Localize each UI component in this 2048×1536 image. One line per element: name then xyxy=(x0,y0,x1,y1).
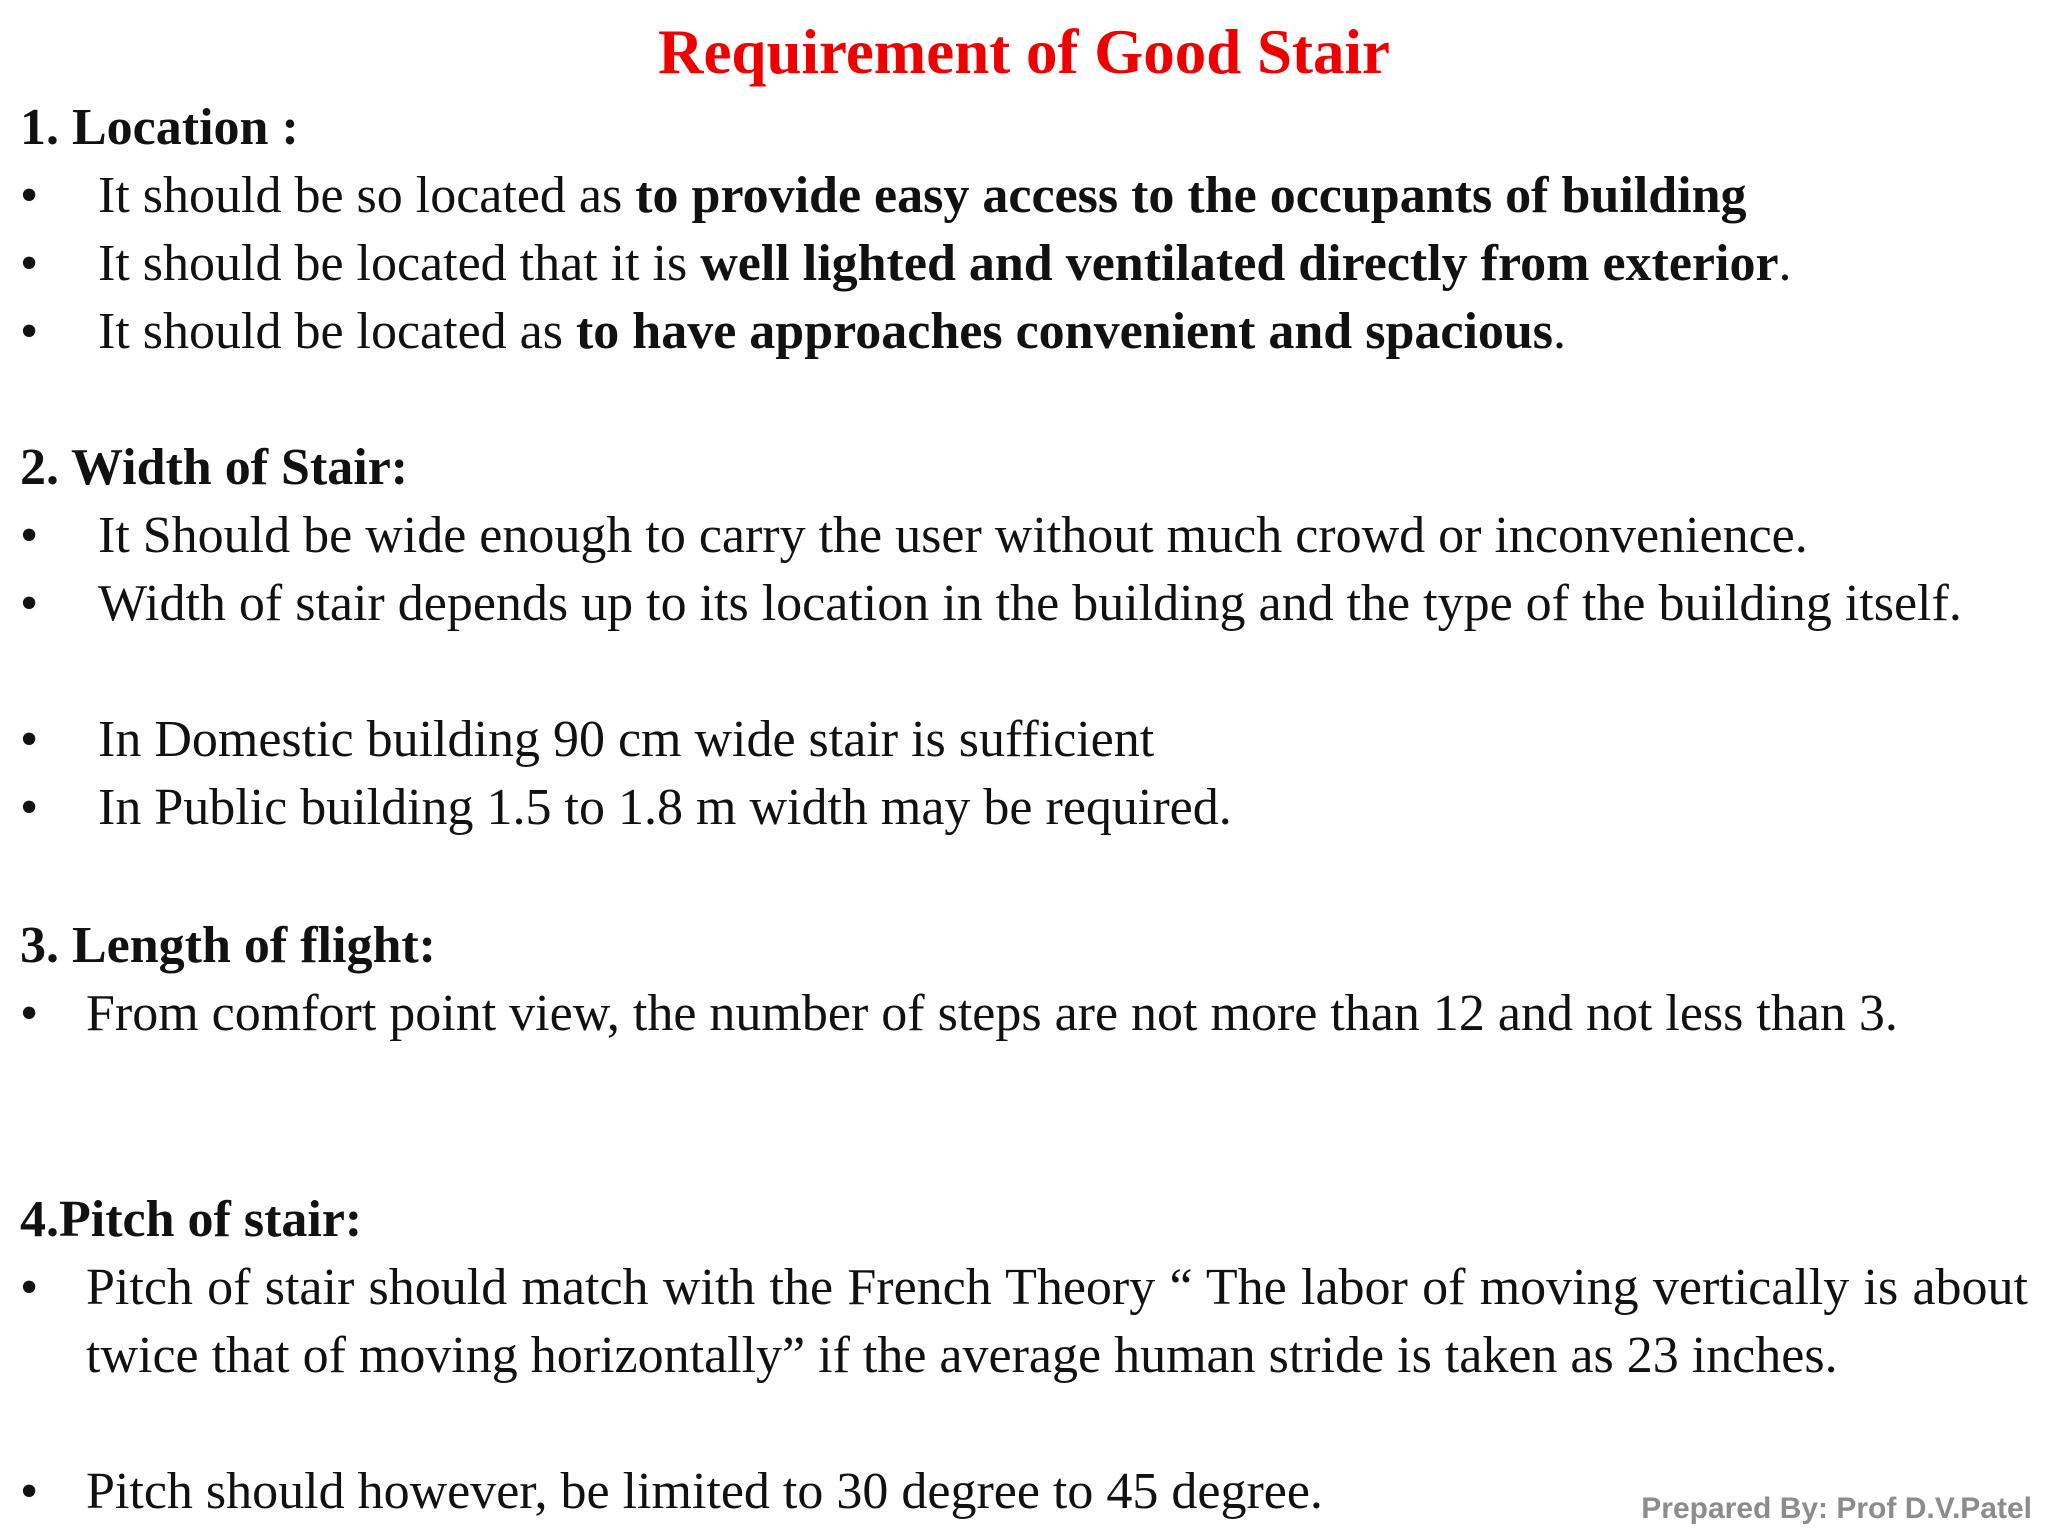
list-item xyxy=(20,1254,2028,1390)
list-item-text: Pitch of stair should match with the French Theory “ The labor of moving vertically is about twice that of moving horizontally” if the average human stride is taken as 23 inches. xyxy=(86,1259,2028,1384)
list-item-text: It should be located as to have approaches convenient and spacious. xyxy=(98,303,1567,360)
section-heading-location: 1. Location : xyxy=(20,99,299,156)
bullet-icon: • xyxy=(20,1463,39,1520)
list-item xyxy=(20,298,2028,366)
list-item-text: It should be so located as to provide easy access to the occupants of building xyxy=(98,167,1747,224)
list-item-text: It should be located that it is well lighted and ventilated directly from exterior. xyxy=(98,235,1792,292)
list-item-text: Width of stair depends up to its location in the building and the type of the building itself. xyxy=(98,575,1962,632)
list-item xyxy=(20,570,2028,638)
list-item xyxy=(20,502,2028,570)
list-item-text: In Domestic building 90 cm wide stair is sufficient xyxy=(98,711,1155,768)
bullet-icon: • xyxy=(20,1259,39,1316)
author-credit: Prepared By: Prof D.V.Patel xyxy=(1641,1492,2032,1525)
list-item xyxy=(20,980,2028,1048)
list-item xyxy=(20,774,2028,842)
list-item-text: Pitch should however, be limited to 30 degree to 45 degree. xyxy=(86,1463,1323,1520)
list-item xyxy=(20,162,2028,230)
bullet-icon: • xyxy=(20,303,39,360)
bullet-icon: • xyxy=(20,779,39,836)
list-item xyxy=(20,706,2028,774)
bullet-icon: • xyxy=(20,711,39,768)
bullet-icon: • xyxy=(20,575,39,632)
bullet-icon: • xyxy=(20,507,39,564)
section-heading-length-of-flight: 3. Length of flight: xyxy=(20,917,436,974)
bullet-icon: • xyxy=(20,167,39,224)
list-item-text: It Should be wide enough to carry the user without much crowd or inconvenience. xyxy=(98,507,1808,564)
slide-title: Requirement of Good Stair xyxy=(657,17,1391,87)
list-item-text: In Public building 1.5 to 1.8 m width may be required. xyxy=(98,779,1232,836)
section-heading-pitch: 4.Pitch of stair: xyxy=(20,1191,363,1248)
section-heading-width: 2. Width of Stair: xyxy=(20,439,409,496)
bullet-icon: • xyxy=(20,985,39,1042)
bullet-icon: • xyxy=(20,235,39,292)
list-item xyxy=(20,230,2028,298)
list-item-text: From comfort point view, the number of steps are not more than 12 and not less than 3. xyxy=(86,985,1898,1042)
